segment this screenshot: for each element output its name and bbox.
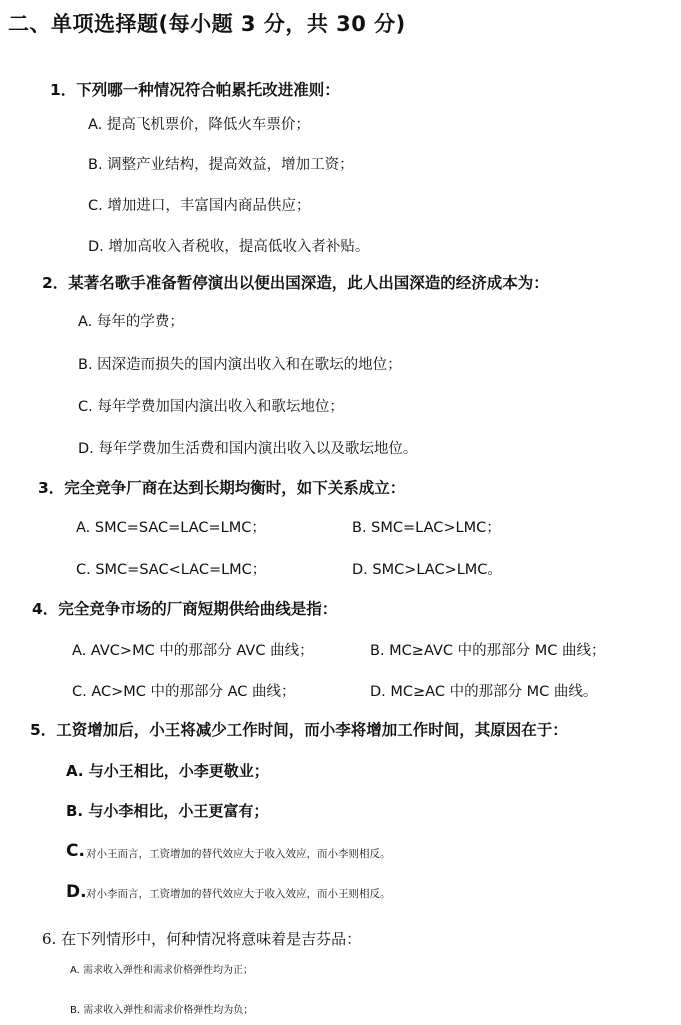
question-3-option-b: B. SMC=LAC>LMC； — [352, 520, 501, 536]
question-5-option-d: 对小李而言，工资增加的替代效应大于收入效应，而小王则相反。 — [86, 888, 391, 900]
question-1-option-c: C. 增加进口，丰富国内商品供应； — [88, 198, 311, 214]
question-6-option-b: B. 需求收入弹性和需求价格弹性均为负； — [70, 1005, 254, 1016]
question-3-option-a: A. SMC=SAC=LAC=LMC； — [76, 520, 266, 536]
question-5-option-b: B. 与小李相比，小王更富有； — [66, 802, 269, 820]
question-1-option-a: A. 提高飞机票价，降低火车票价； — [88, 117, 310, 133]
section-title: 二、单项选择题(每小题 3 分，共 30 分) — [8, 12, 406, 36]
question-1-option-d: D. 增加高收入者税收，提高低收入者补贴。 — [88, 239, 370, 255]
question-2-option-d: D. 每年学费加生活费和国内演出收入以及歌坛地位。 — [78, 441, 418, 457]
question-2-stem: 2．某著名歌手准备暂停演出以便出国深造，此人出国深造的经济成本为： — [42, 274, 549, 292]
question-3-option-c: C. SMC=SAC<LAC=LMC； — [76, 562, 267, 578]
question-1-option-b: B. 调整产业结构，提高效益，增加工资； — [88, 157, 354, 173]
question-3-stem: 3．完全竞争厂商在达到长期均衡时，如下关系成立： — [38, 479, 406, 497]
question-2-option-a: A. 每年的学费； — [78, 314, 184, 330]
question-5-stem: 5．工资增加后，小王将减少工作时间，而小李将增加工作时间，其原因在于： — [30, 721, 568, 739]
question-4-option-a: A. AVC>MC 中的那部分 AVC 曲线； — [72, 643, 314, 659]
question-6-option-a: A. 需求收入弹性和需求价格弹性均为正； — [70, 965, 254, 976]
question-5-option-a: A. 与小王相比，小李更敬业； — [66, 762, 269, 780]
question-6-stem: 6. 在下列情形中，何种情况将意味着是吉芬品： — [42, 930, 362, 948]
question-4-option-b: B. MC≥AVC 中的那部分 MC 曲线； — [370, 643, 606, 659]
question-5-option-c: 对小王而言，工资增加的替代效应大于收入效应，而小李则相反。 — [86, 848, 391, 860]
question-4-option-d: D. MC≥AC 中的那部分 MC 曲线。 — [370, 684, 598, 700]
question-4-option-c: C. AC>MC 中的那部分 AC 曲线； — [72, 684, 296, 700]
question-5-option-c-letter: C. — [66, 841, 85, 861]
question-2-option-c: C. 每年学费加国内演出收入和歌坛地位； — [78, 399, 344, 415]
question-1-stem: 1．下列哪一种情况符合帕累托改进准则： — [50, 81, 340, 99]
question-3-option-d: D. SMC>LAC>LMC。 — [352, 562, 502, 578]
question-5-option-d-letter: D. — [66, 882, 87, 902]
question-2-option-b: B. 因深造而损失的国内演出收入和在歌坛的地位； — [78, 357, 402, 373]
question-4-stem: 4．完全竞争市场的厂商短期供给曲线是指： — [32, 600, 338, 618]
